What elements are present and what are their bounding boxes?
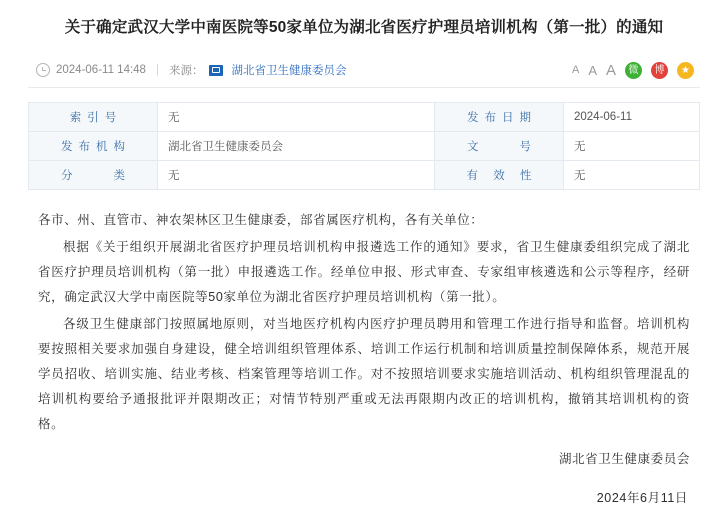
meta-separator: | <box>155 64 159 77</box>
body-paragraph-2: 各级卫生健康部门按照属地原则，对当地医疗机构内医疗护理员聘用和管理工作进行指导和监督。培训机构要按照相关要求加强自身建设，健全培训组织管理体系、培训工作运行机制和培训质量控制保障体系，规范开展学员招收、培训实施、结业考核、档案管理等培训工作。对不按照培训要求实施培训活动、机构组织管理混乱的培训机构要给予通报批评并限期改正；对情节特别严重或无法再限期内改正的培训机构，撤销其培训机构的资格。 <box>38 317 690 432</box>
info-value-category: 无 <box>158 161 435 190</box>
body-paragraph-1: 根据《关于组织开展湖北省医疗护理员培训机构申报遴选工作的通知》要求，省卫生健康委组织完成了湖北省医疗护理员培训机构（第一批）申报遴选工作。经单位申报、形式审查、专家组审核遴选和公示等程序，经研究，确定武汉大学中南医院等50家单位为湖北省医疗护理员培训机构（第一批）。 <box>38 240 690 305</box>
font-size-large-button[interactable]: A <box>605 61 616 79</box>
wechat-share-icon[interactable]: 微 <box>625 62 642 79</box>
page-title: 关于确定武汉大学中南医院等50家单位为湖北省医疗护理员培训机构（第一批）的通知 <box>64 19 664 36</box>
document-sign-date: 2024年6月11日 <box>596 491 688 506</box>
source-label: 来源： <box>168 65 204 78</box>
info-key-publisher: 发布机构 <box>29 132 158 161</box>
table-row <box>29 161 700 190</box>
favorite-star-icon[interactable]: ★ <box>677 62 694 79</box>
weibo-share-icon[interactable]: 博 <box>651 62 668 79</box>
body-salutation: 各市、州、直管市、神农架林区卫生健康委，部省属医疗机构，各有关单位： <box>38 213 484 228</box>
clock-icon <box>36 63 50 77</box>
info-key-category: 分 类 <box>29 161 158 190</box>
info-key-index: 索引号 <box>29 103 158 132</box>
font-size-small-button[interactable]: A <box>571 63 580 76</box>
info-key-publish-date: 发布日期 <box>435 103 564 132</box>
table-row <box>29 103 700 132</box>
document-meta-bar <box>28 53 700 88</box>
document-signer: 湖北省卫生健康委员会 <box>558 452 690 467</box>
info-value-publish-date: 2024-06-11 <box>564 103 700 132</box>
source-link[interactable]: 湖北省卫生健康委员会 <box>231 65 347 78</box>
info-value-doc-number: 无 <box>564 132 700 161</box>
publish-datetime: 2024-06-11 14:48 <box>56 64 146 77</box>
table-row <box>29 132 700 161</box>
info-key-validity: 有 效 性 <box>435 161 564 190</box>
document-info-table <box>28 102 700 190</box>
font-size-medium-button[interactable]: A <box>588 62 597 78</box>
info-value-index: 无 <box>158 103 435 132</box>
meta-right-group <box>572 62 694 79</box>
info-value-validity: 无 <box>564 161 700 190</box>
flag-icon <box>209 65 223 76</box>
info-key-doc-number: 文 号 <box>435 132 564 161</box>
info-value-publisher: 湖北省卫生健康委员会 <box>158 132 435 161</box>
meta-left-group <box>36 62 346 78</box>
